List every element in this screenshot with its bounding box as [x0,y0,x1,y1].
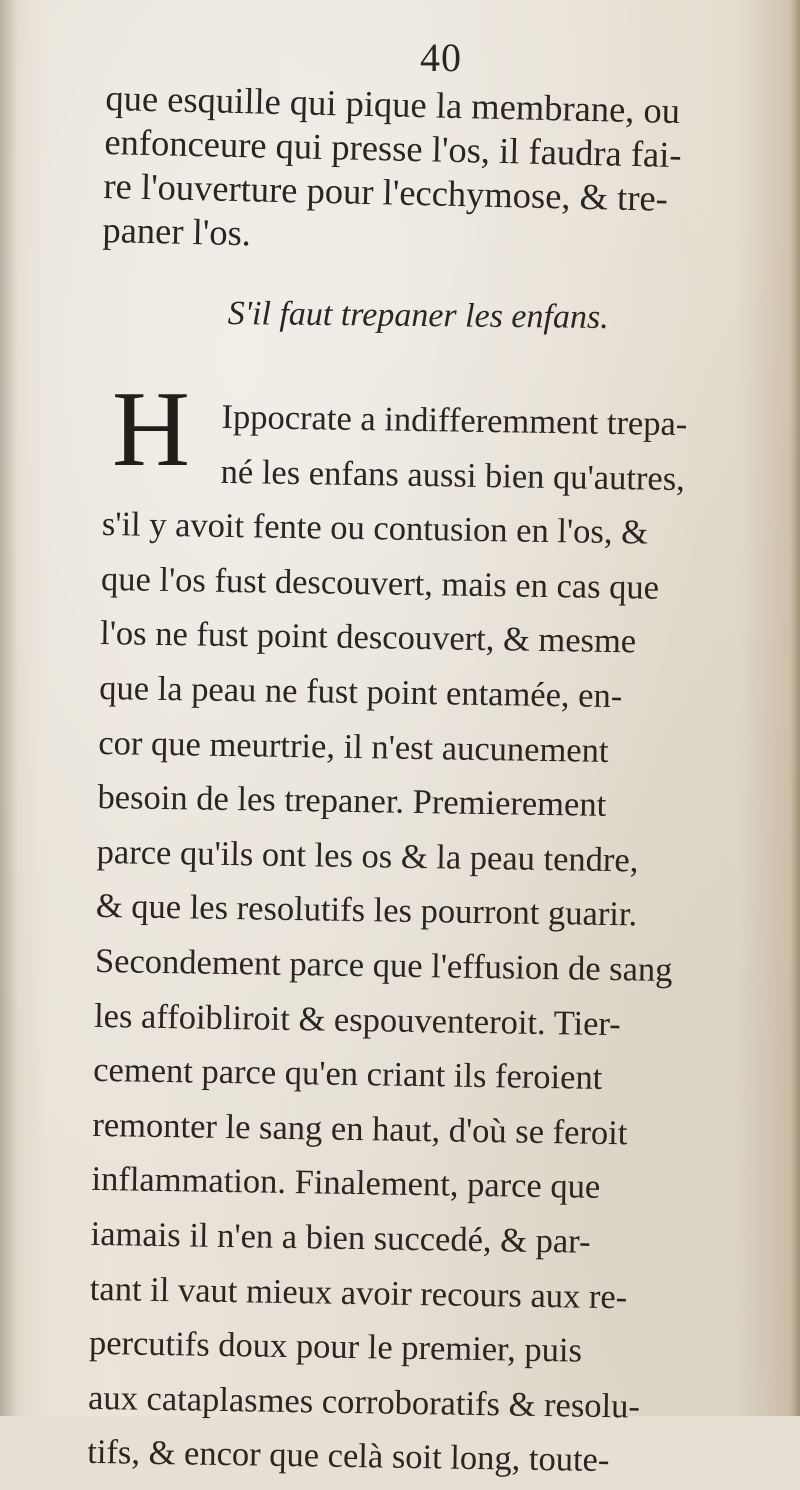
text-line: les affoibliroit & espouventeroit. Tier- [93,996,622,1043]
text-line: tant il vaut mieux avoir recours aux re- [89,1269,628,1316]
text-line: Ippocrate a indifferemment trepa- [221,397,688,444]
drop-cap: H [112,370,190,489]
text-line: s'il y avoit fente ou contusion en l'os, & [101,505,649,552]
text-line: percutifs doux pour le premier, puis [88,1323,583,1370]
page-edge [790,0,800,1416]
text-line: que la peau ne fust point entamée, en- [98,668,623,716]
text-line: tifs, & encor que celà soit long, toute- [86,1433,610,1480]
text-line: cor que meurtrie, il n'est aucunement [98,723,609,770]
text-line: inflammation. Finalement, parce que [91,1160,601,1207]
section-heading: S'il faut trepaner les enfans. [227,294,609,336]
continued-paragraph [102,76,770,267]
text-line: que esquille qui pique la membrane, ou [105,76,681,132]
gutter-shadow [0,0,18,1416]
text-line: Secondement parce que l'effusion de sang [94,941,673,989]
page-number: 40 [420,35,462,80]
text-line: remonter le sang en haut, d'où se feroit [92,1105,628,1153]
text-line: que l'os fust descouvert, mais en cas que [100,559,660,607]
text-line: besoin de les trepaner. Premierement [97,778,607,825]
text-line: né les enfans aussi bien qu'autres, [220,452,686,498]
text-line: l'os ne fust point descouvert, & mesme [99,614,637,661]
main-paragraph [87,388,780,1490]
text-line: re l'ouverture pour l'ecchymose, & tre- [103,164,669,219]
text-line: iamais il n'en a bien succedé, & par- [90,1214,591,1261]
text-line: paner l'os. [102,208,252,254]
text-line: & que les resolutifs les pourront guarir. [95,887,638,934]
text-line: enfonceure qui presse l'os, il faudra fai- [104,120,682,176]
text-line: cement parce qu'en criant ils feroient [92,1051,603,1098]
text-line: aux cataplasmes corroboratifs & resolu- [87,1378,641,1426]
text-line: parce qu'ils ont les os & la peau tendre, [96,832,639,880]
